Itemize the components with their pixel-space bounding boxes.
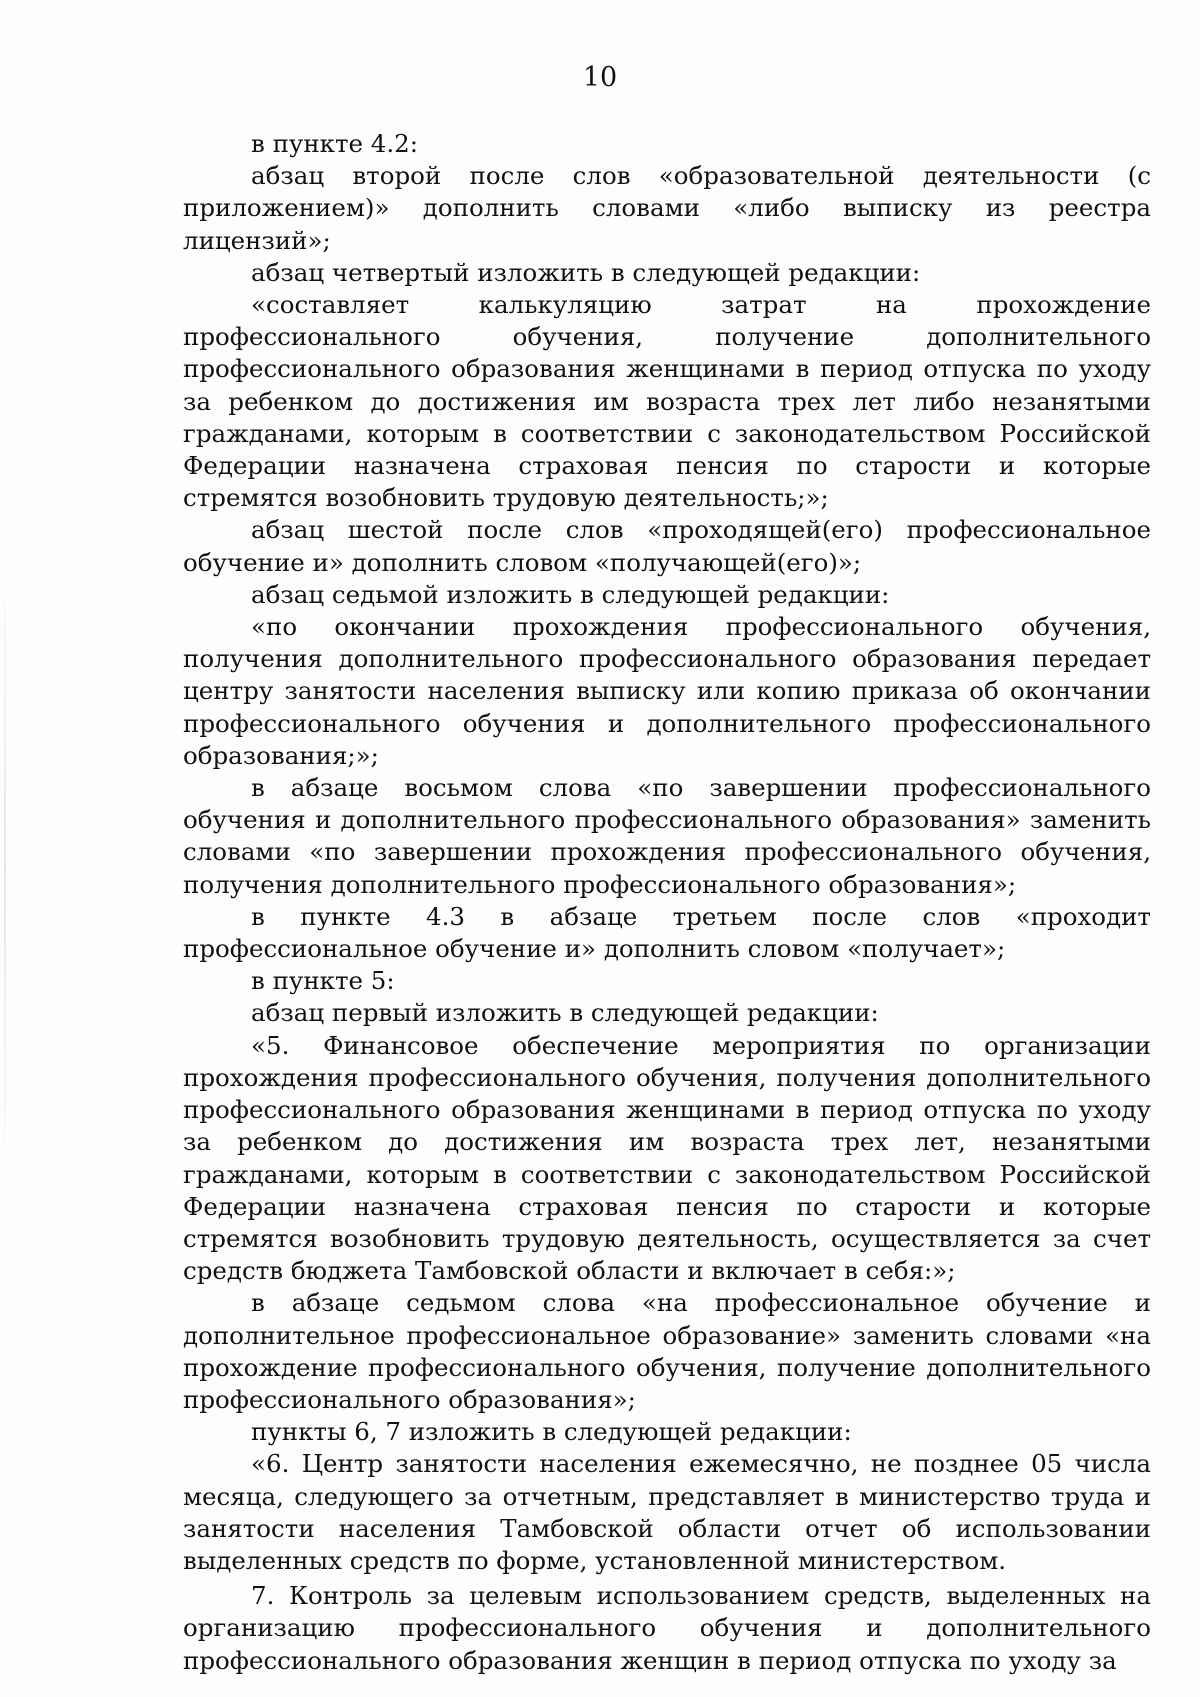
paragraph: «по окончании прохождения профессионального обучения, получения дополнительного профессионального образования передает центру занятости населения выписку или копию приказа об окончании профессионального обучения и дополнительного профессионального образования;»; <box>183 612 1151 770</box>
paragraph: абзац второй после слов «образовательной деятельности (с приложением)» дополнить словами «либо выписку из реестра лицензий»; <box>183 161 1151 255</box>
paragraph: абзац седьмой изложить в следующей редакции: <box>251 579 890 609</box>
paragraph: 7. Контроль за целевым использованием средств, выделенных на организацию профессионального обучения и дополнительного профессионального образования женщин в период отпуска по уходу за <box>183 1581 1151 1675</box>
paragraph: в пункте 4.2: <box>251 129 419 158</box>
paragraph: абзац четвертый изложить в следующей редакции: <box>251 257 921 287</box>
paragraph: в пункте 5: <box>251 966 395 996</box>
paragraph: «6. Центр занятости населения ежемесячно, не позднее 05 числа месяца, следующего за отчетным, представляет в министерство труда и занятости населения Тамбовской области отчет об использовании выделенных средств по форме, установленной министерством. <box>183 1449 1151 1575</box>
paragraph: «составляет калькуляцию затрат на прохождение профессионального обучения, получение дополнительного профессионального образования женщинами в период отпуска по уходу за ребенком до достижения им возраста трех лет либо незанятыми гражданами, которым в соответствии с законодательством Российской Федерации назначена страховая пенсия по старости и которые стремятся возобновить трудовую деятельность;»; <box>183 290 1151 513</box>
paragraph: абзац первый изложить в следующей редакции: <box>251 998 879 1028</box>
paragraph: в абзаце седьмом слова «на профессиональное обучение и дополнительное профессиональное образование» заменить словами «на прохождение профессионального обучения, получение дополнительного профессионального образования»; <box>183 1288 1151 1414</box>
document-body <box>183 128 1151 1677</box>
paragraph: абзац шестой после слов «проходящей(его) профессиональное обучение и» дополнить словом «получающей(его)»; <box>183 515 1151 577</box>
scan-edge-artifact <box>4 520 6 1220</box>
paragraph: в пункте 4.3 в абзаце третьем после слов «проходит профессиональное обучение и» дополнить словом «получает»; <box>183 901 1151 964</box>
paragraph: в абзаце восьмом слова «по завершении профессионального обучения и дополнительного профессионального образования» заменить словами «по завершении прохождения профессионального обучения, получения дополнительного профессионального образования»; <box>183 773 1151 899</box>
paragraph: «5. Финансовое обеспечение мероприятия по организации прохождения профессионального обучения, получения дополнительного профессионального образования женщинами в период отпуска по уходу за ребенком до достижения им возраста трех лет, незанятыми гражданами, которым в соответствии с законодательством Российской Федерации назначена страховая пенсия по старости и которые стремятся возобновить трудовую деятельность, осуществляется за счет средств бюджета Тамбовской области и включает в себя:»; <box>183 1030 1151 1286</box>
page-number: 10 <box>582 62 618 93</box>
paragraph: пункты 6, 7 изложить в следующей редакции: <box>251 1417 852 1447</box>
